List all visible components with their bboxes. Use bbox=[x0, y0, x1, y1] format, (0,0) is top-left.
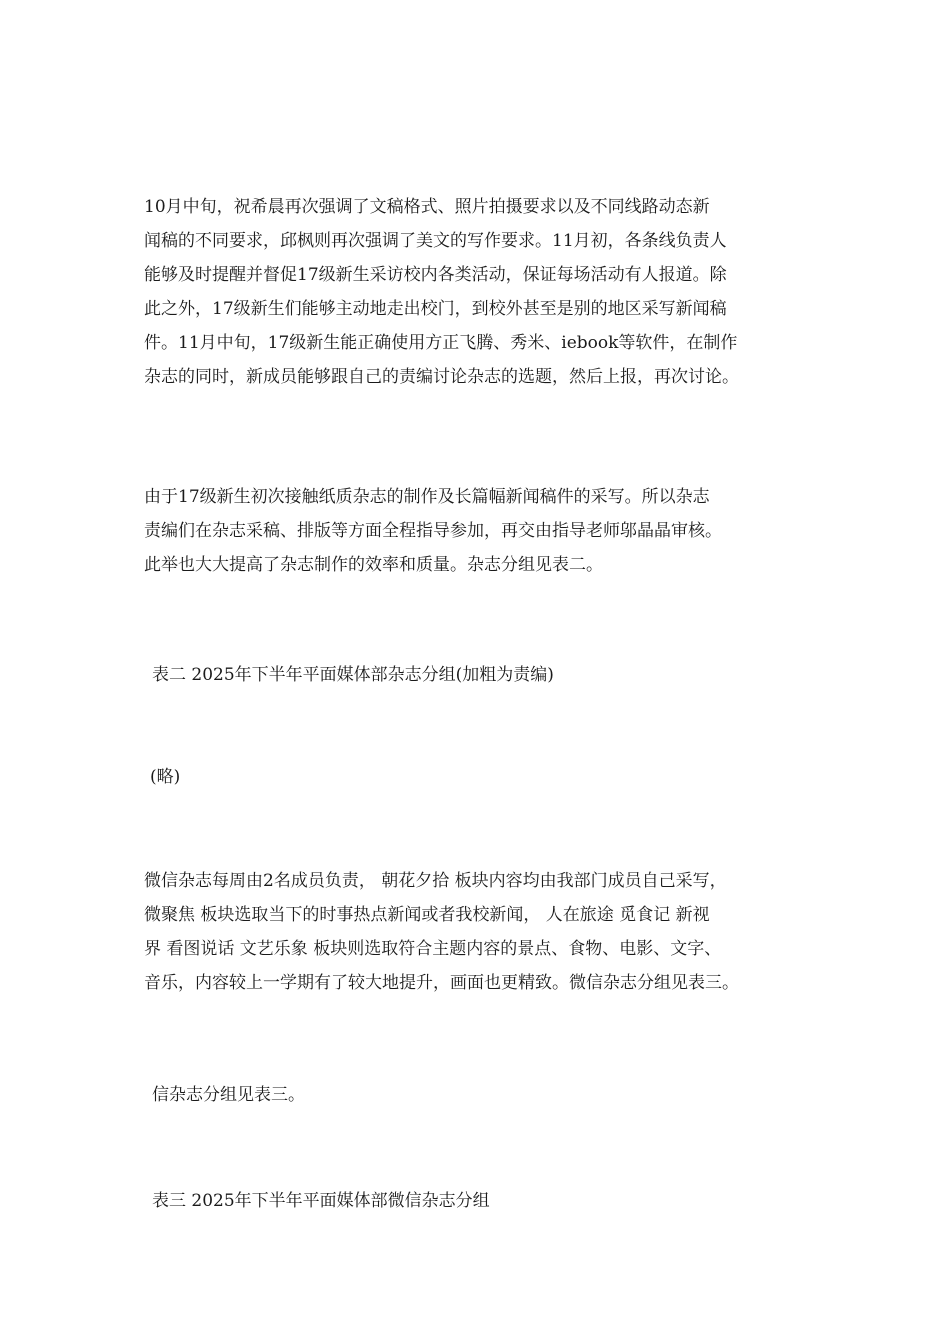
text-line: 此举也大大提高了杂志制作的效率和质量。杂志分组见表二。 bbox=[144, 555, 603, 575]
text-line: 杂志的同时，新成员能够跟自己的责编讨论杂志的选题，然后上报，再次讨论。 bbox=[144, 367, 739, 387]
paragraph-training-progress bbox=[144, 190, 812, 394]
table-three-caption: 表三 2025年下半年平面媒体部微信杂志分组 bbox=[152, 1191, 490, 1211]
omitted-note: (略) bbox=[150, 767, 181, 787]
table-two-caption: 表二 2025年下半年平面媒体部杂志分组(加粗为责编) bbox=[152, 665, 554, 685]
text-line: 音乐，内容较上一学期有了较大地提升，画面也更精致。微信杂志分组见表三。 bbox=[144, 973, 739, 993]
text-line: 微聚焦 板块选取当下的时事热点新闻或者我校新闻， 人在旅途 觅食记 新视 bbox=[144, 905, 710, 925]
fragment-line: 信杂志分组见表三。 bbox=[152, 1085, 305, 1105]
paragraph-magazine-guidance bbox=[144, 480, 812, 582]
paragraph-wechat-magazine bbox=[144, 864, 812, 1000]
text-line: 微信杂志每周由2名成员负责， 朝花夕拾 板块内容均由我部门成员自己采写， bbox=[144, 871, 727, 891]
text-line: 由于17级新生初次接触纸质杂志的制作及长篇幅新闻稿件的采写。所以杂志 bbox=[144, 487, 710, 507]
text-line: 闻稿的不同要求，邱枫则再次强调了美文的写作要求。11月初，各条线负责人 bbox=[144, 231, 727, 251]
text-line: 能够及时提醒并督促17级新生采访校内各类活动，保证每场活动有人报道。除 bbox=[144, 265, 727, 285]
text-line: 10月中旬，祝希晨再次强调了文稿格式、照片拍摄要求以及不同线路动态新 bbox=[144, 197, 710, 217]
text-line: 责编们在杂志采稿、排版等方面全程指导参加，再交由指导老师邬晶晶审核。 bbox=[144, 521, 722, 541]
text-line: 此之外，17级新生们能够主动地走出校门，到校外甚至是别的地区采写新闻稿 bbox=[144, 299, 727, 319]
text-line: 件。11月中旬，17级新生能正确使用方正飞腾、秀米、iebook等软件，在制作 bbox=[144, 333, 738, 353]
text-line: 界 看图说话 文艺乐象 板块则选取符合主题内容的景点、食物、电影、文字、 bbox=[144, 939, 722, 959]
